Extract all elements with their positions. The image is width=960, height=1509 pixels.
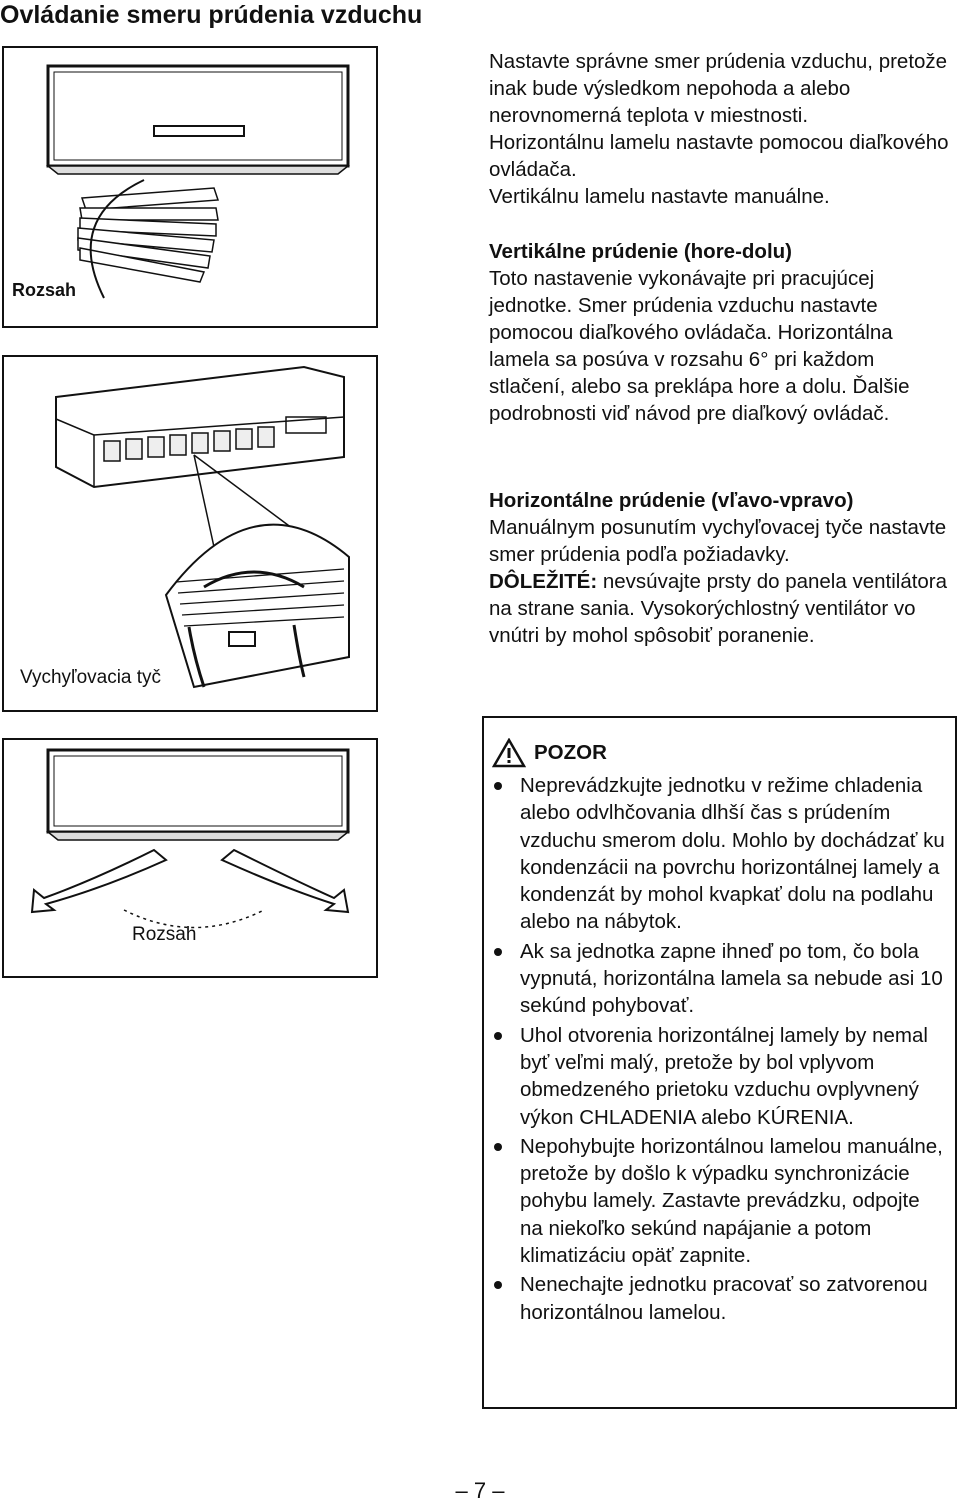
caution-box [482,716,957,1409]
page-title: Ovládanie smeru prúdenia vzduchu [0,1,423,29]
list-item: Nepohybujte horizontálnou lamelou manuálne, pretože by došlo k výpadku synchronizácie pohybu lamely. Zastavte prevádzku, odpojte na niekoľko sekúnd napájanie a potom klimatizáciu opäť zapnite. [492,1133,947,1269]
list-item: Ak sa jednotka zapne ihneď po tom, čo bola vypnutá, horizontálna lamela sa nebude asi 10 sekúnd pohybovať. [492,938,947,1020]
list-item: Neprevádzkujte jednotku v režime chladenia alebo odvlhčovania dlhší čas s prúdením vzduchu smerom dolu. Mohlo by dochádzať ku kondenzácii na povrchu horizontálnej lamely a kondenzát by mohol kvapkať dolu na podlahu alebo na nábytok. [492,772,947,936]
intro-paragraph-2: Horizontálnu lamelu nastavte pomocou diaľkového ovládača. [489,131,949,181]
page-number: – 7 – [455,1478,505,1503]
vertical-section [489,238,954,427]
caution-title: POZOR [534,741,607,765]
figure-deflector-bar [2,355,378,712]
list-item: Nenechajte jednotku pracovať so zatvorenou horizontálnou lamelou. [492,1271,947,1326]
intro-text [489,48,954,210]
intro-paragraph-1: Nastavte správne smer prúdenia vzduchu, pretože inak bude výsledkom nepohoda a alebo nerovnomerná teplota v miestnosti. [489,50,948,127]
important-note [489,568,954,649]
vertical-text: Toto nastavenie vykonávajte pri pracujúcej jednotke. Smer prúdenia vzduchu nastavte pomocou diaľkového ovládača. Horizontálna lamela sa posúva v rozsahu 6° pri každom stlačení, alebo sa preklápa hore a dolu. Ďalšie podrobnosti viď návod pre diaľkový ovládač. [489,267,910,425]
deflector-bar-illustration [4,357,376,710]
caution-list [492,772,947,1326]
warning-icon [492,738,526,768]
deflector-label: Vychyľovacia tyč [20,667,162,688]
intro-paragraph-3: Vertikálnu lamelu nastavte manuálne. [489,185,830,208]
figure-horizontal-range [2,738,378,978]
horizontal-section [489,487,954,649]
list-item: Uhol otvorenia horizontálnej lamely by nemal byť veľmi malý, pretože by bol vplyvom obmedzeného prietoku vzduchu ovplyvnený výkon CHLADENIA alebo KÚRENIA. [492,1022,947,1131]
caution-header [492,738,947,768]
range-label-2: Rozsah [132,924,197,945]
horizontal-text: Manuálnym posunutím vychyľovacej tyče nastavte smer prúdenia podľa požiadavky. [489,516,947,566]
figure-vertical-airflow [2,46,378,328]
important-label: DÔLEŽITÉ: [489,570,598,593]
range-label: Rozsah [12,280,77,300]
vertical-heading: Vertikálne prúdenie (hore-dolu) [489,240,792,263]
important-text: nevsúvajte prsty do panela ventilátora na strane sania. Vysokorýchlostný ventilátor vo vnútri by mohol spôsobiť poranenie. [489,570,948,647]
horizontal-heading: Horizontálne prúdenie (vľavo-vpravo) [489,489,854,512]
